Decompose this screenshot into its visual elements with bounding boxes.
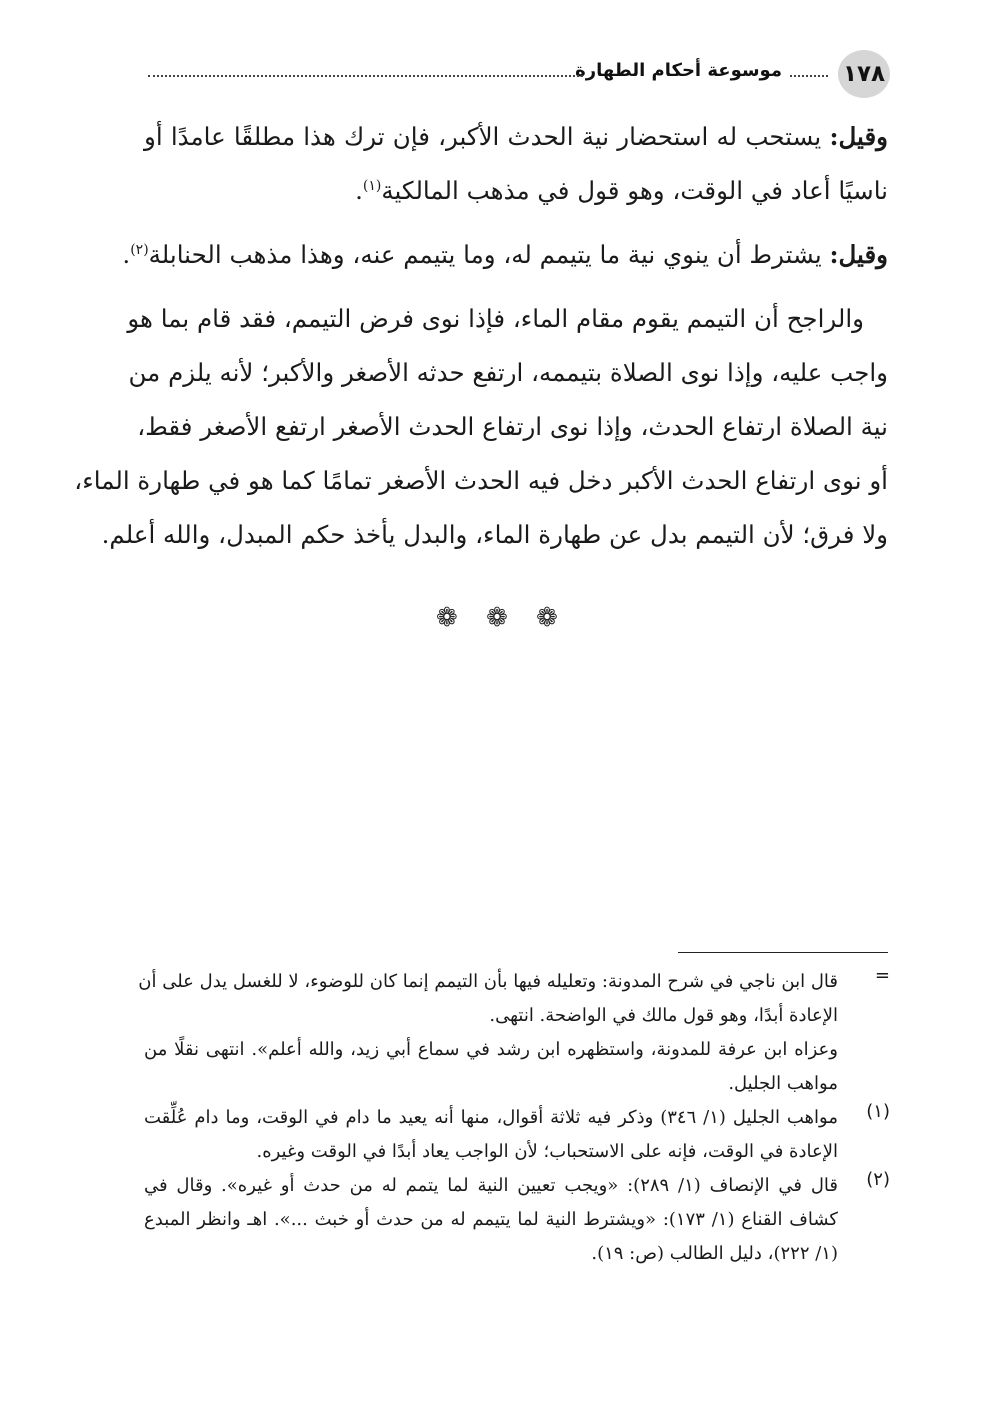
- footnote-separator: [678, 952, 888, 953]
- footnote-line: قال في الإنصاف (١/ ٢٨٩): «ويجب تعيين النية لما يتمم له من حدث أو غيره». وقال في: [144, 1175, 838, 1196]
- running-title: موسوعة أحكام الطهارة: [575, 60, 782, 81]
- text-line: واجب عليه، وإذا نوى الصلاة بتيممه، ارتفع حدثه الأصغر والأكبر؛ لأنه يلزم من: [128, 358, 888, 387]
- footnote-ref[interactable]: (٢): [130, 241, 149, 258]
- text-span: ناسيًا أعاد في الوقت، وهو قول في مذهب المالكية: [381, 176, 888, 205]
- text-line: [144, 164, 888, 218]
- text-line: [144, 110, 888, 164]
- paragraph-label: وقيل:: [829, 122, 888, 151]
- text-span: .: [355, 176, 363, 205]
- text-line: [122, 228, 888, 282]
- paragraph-1: [144, 110, 888, 218]
- footnote-line: كشاف القناع (١/ ١٧٣): «ويشترط النية لما يتيمم له من حدث أو خبث ...». اهـ وانظر المبدع: [144, 1209, 839, 1230]
- paragraph-3: [74, 292, 888, 562]
- footnote-line: الإعادة في الوقت، فإنه على الاستحباب؛ لأن الواجب يعاد أبدًا في الوقت وغيره.: [256, 1141, 838, 1162]
- text-span: يشترط أن ينوي نية ما يتيمم له، وما يتيمم عنه، وهذا مذهب الحنابلة: [148, 240, 822, 269]
- paragraph-gap: [144, 282, 888, 292]
- text-span: يستحب له استحضار نية الحدث الأكبر، فإن ترك هذا مطلقًا عامدًا أو: [144, 122, 822, 151]
- footnote-line: الإعادة أبدًا، وهو قول مالك في الواضحة. انتهى.: [489, 1005, 838, 1026]
- text-line: ولا فرق؛ لأن التيمم بدل عن طهارة الماء، والبدل يأخذ حكم المبدل، والله أعلم.: [101, 520, 888, 549]
- text-line: نية الصلاة ارتفاع الحدث، وإذا نوى ارتفاع الحدث الأصغر ارتفع الأصغر فقط،: [137, 412, 888, 441]
- section-ornament: ❁ ❁ ❁: [436, 603, 568, 633]
- paragraph-2: [122, 228, 888, 282]
- footnote-line: وعزاه ابن عرفة للمدونة، واستظهره ابن رشد في سماع أبي زيد، والله أعلم». انتهى نقلًا من: [144, 1039, 838, 1060]
- footnote-2: [144, 1169, 890, 1271]
- footnote-line: (١/ ٢٢٢)، دليل الطالب (ص: ١٩).: [591, 1243, 838, 1264]
- page-number: ١٧٨: [838, 50, 890, 98]
- footnotes: [138, 965, 890, 1271]
- paragraph-label: وقيل:: [829, 240, 888, 269]
- footnote-marker[interactable]: (١): [866, 1101, 890, 1122]
- footnote-marker: =: [874, 965, 890, 986]
- text-span: .: [122, 240, 131, 269]
- footnote-line: قال ابن ناجي في شرح المدونة: وتعليله فيها بأن التيمم إنما كان للوضوء، لا للغسل يدل على أن: [138, 971, 838, 992]
- paragraph-gap: [144, 218, 888, 228]
- text-line: والراجح أن التيمم يقوم مقام الماء، فإذا نوى فرض التيمم، فقد قام بما هو: [127, 304, 864, 333]
- page-header: [140, 50, 890, 98]
- main-text: [74, 110, 888, 562]
- text-line: أو نوى ارتفاع الحدث الأكبر دخل فيه الحدث الأصغر تمامًا كما هو في طهارة الماء،: [74, 466, 888, 495]
- footnote-continued: [138, 965, 890, 1101]
- footnote-line: مواهب الجليل.: [728, 1073, 838, 1094]
- footnote-1: [144, 1101, 890, 1169]
- footnote-line: مواهب الجليل (١/ ٣٤٦) وذكر فيه ثلاثة أقوال، منها أنه يعيد ما دام في الوقت، وما دام عُلِّقت: [144, 1107, 838, 1128]
- header-dotted-rule-right: [790, 75, 828, 77]
- footnote-marker[interactable]: (٢): [866, 1169, 890, 1190]
- header-dotted-rule-left: [148, 75, 583, 77]
- footnote-ref[interactable]: (١): [362, 177, 382, 194]
